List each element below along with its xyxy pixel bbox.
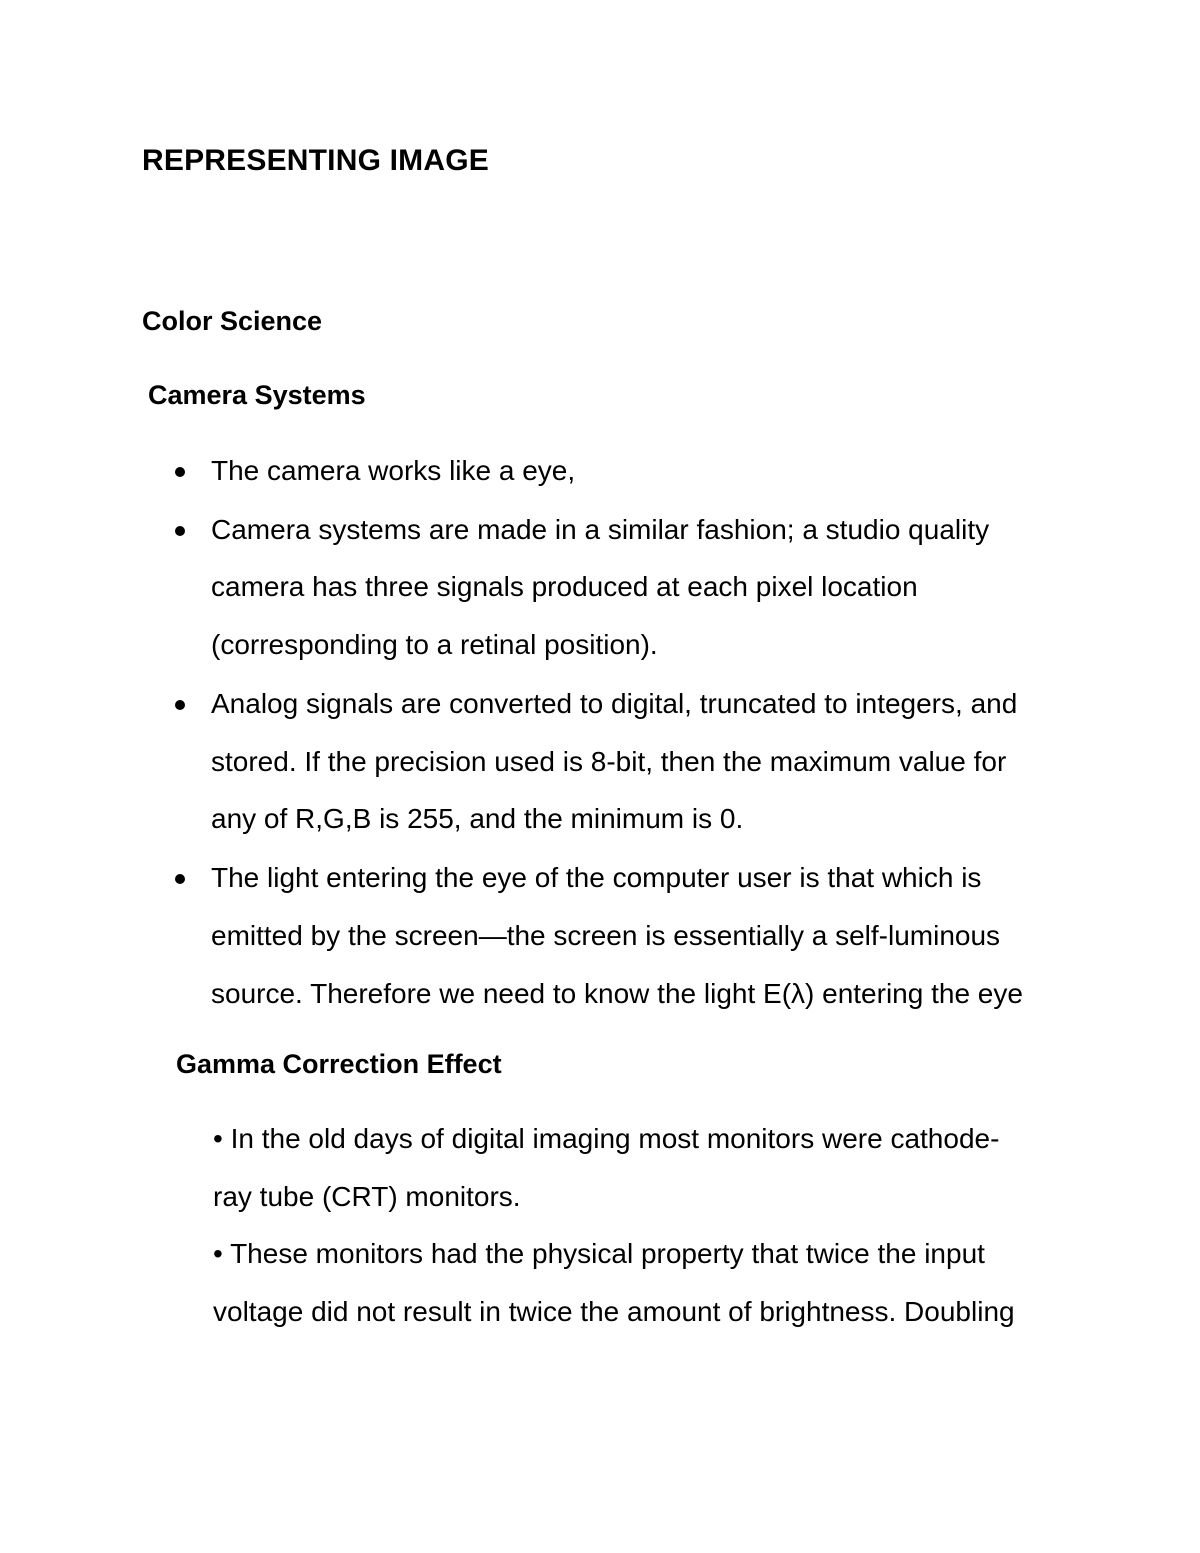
list-item-line: (corresponding to a retinal position). [211,629,658,660]
list-item-line: voltage did not result in twice the amount of brightness. Doubling [213,1296,1015,1327]
list-item-line: The light entering the eye of the computer user is that which is [211,862,982,893]
list-item-line: source. Therefore we need to know the light E(λ) entering the eye [211,978,1023,1009]
bullet-dot-icon [175,700,185,710]
bullet-dot-icon [175,526,185,536]
list-item-line: emitted by the screen—the screen is essentially a self-luminous [211,920,1001,951]
list-item-line: Camera systems are made in a similar fashion; a studio quality [211,514,990,545]
bullet-dot-icon [175,874,185,884]
document-title: REPRESENTING IMAGE [142,144,489,177]
list-item-line: • These monitors had the physical property that twice the input [213,1238,985,1269]
list-item-line: The camera works like a eye, [211,455,576,486]
list-item-line: Analog signals are converted to digital, truncated to integers, and [211,688,1018,719]
list-item-line: any of R,G,B is 255, and the minimum is 0. [211,803,744,834]
list-item-line: camera has three signals produced at each pixel location [211,571,918,602]
bullet-dot-icon [175,467,185,477]
section-heading-gamma-correction: Gamma Correction Effect [176,1049,502,1079]
list-item-line: ray tube (CRT) monitors. [213,1181,521,1212]
section-heading-color-science: Color Science [142,306,323,336]
list-item-line: stored. If the precision used is 8-bit, then the maximum value for [211,746,1007,777]
subsection-heading-camera-systems: Camera Systems [148,380,366,410]
list-item-line: • In the old days of digital imaging most monitors were cathode- [213,1123,1000,1154]
